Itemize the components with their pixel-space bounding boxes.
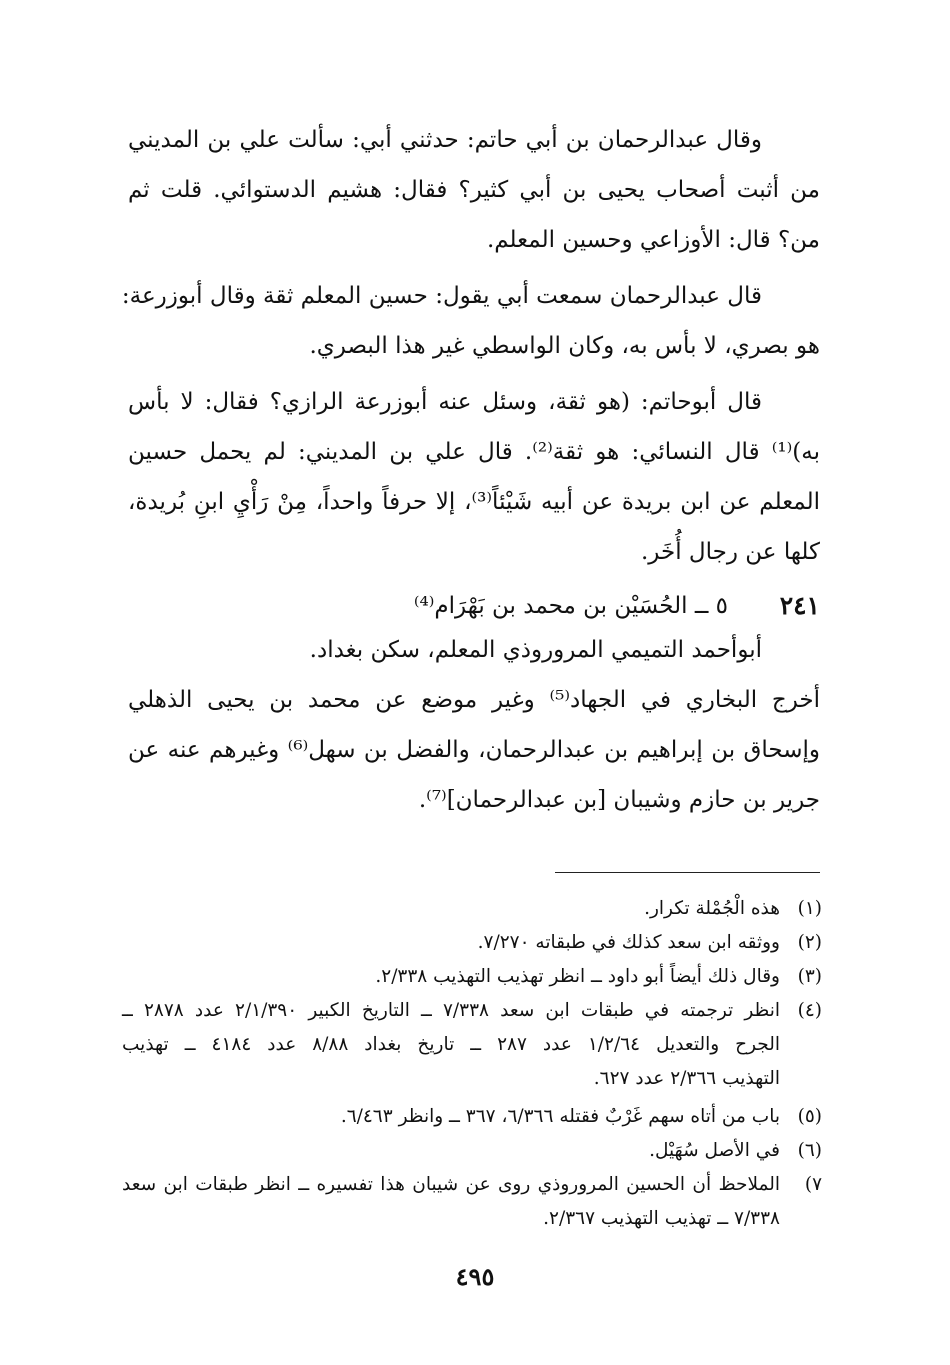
footnote-text: انظر ترجمته في طبقات ابن سعد ٧/٣٣٨ ــ التاريخ الكبير ٢/١/٣٩٠ عدد ٢٨٧٨ ــ (122, 1000, 781, 1021)
text-line: به)⁽¹⁾ قال النسائي: هو ثقة⁽²⁾. قال علي بن المديني: لم يحمل حسين (128, 439, 820, 465)
page-number: ٤٩٥ (455, 1262, 495, 1291)
text-line: هو بصري، لا بأس به، وكان الواسطي غير هذا البصري. (309, 333, 820, 359)
footnote-text: في الأصل سُهَيْل. (649, 1140, 780, 1161)
footnote-text: وقال ذلك أيضاً أبو داود ــ انظر تهذيب التهذيب ٢/٣٣٨. (375, 966, 780, 987)
text-line: قال عبدالرحمان سمعت أبي يقول: حسين المعلم ثقة وقال أبوزرعة: (121, 283, 762, 309)
footnote-text: التهذيب ٢/٣٦٦ عدد ٦٢٧. (593, 1068, 780, 1089)
footnote-number: (٤) (797, 1000, 822, 1021)
footnote-separator (555, 872, 820, 873)
entry-number: ٢٤١ (779, 591, 820, 620)
footnote-number: (٦) (797, 1140, 822, 1161)
text-line: جرير بن حازم وشيبان [بن عبدالرحمان]⁽⁷⁾. (418, 787, 820, 813)
text-line: المعلم عن ابن بريدة عن أبيه شَيْئاً⁽³⁾، إلا حرفاً واحداً، مِنْ رَأْيِ ابنِ بُريدة، (128, 489, 820, 515)
text-line: من أثبت أصحاب يحيى بن أبي كثير؟ فقال: هشيم الدستوائي. قلت ثم (128, 177, 820, 203)
footnote-number: ٧) (804, 1174, 822, 1195)
entry-heading: ٥ ــ الحُسَيْن بن محمد بن بَهْرَام⁽⁴⁾ (413, 593, 728, 619)
footnote-text: ٧/٣٣٨ ــ تهذيب التهذيب ٢/٣٦٧. (543, 1208, 780, 1229)
footnote-text: هذه الْجُمْلة تكرار. (644, 898, 780, 919)
footnote-number: (٢) (797, 932, 822, 953)
text-line: قال أبوحاتم: (هو ثقة، وسئل عنه أبوزرعة الرازي؟ فقال: لا بأس (128, 389, 762, 415)
footnote-text: الجرح والتعديل ١/٢/٦٤ عدد ٢٨٧ ــ تاريخ بغداد ٨/٨٨ عدد ٤١٨٤ ــ تهذيب (122, 1034, 781, 1055)
text-line: أخرج البخاري في الجهاد⁽⁵⁾ وغير موضع عن محمد بن يحيى الذهلي (128, 687, 820, 713)
footnote-4 (122, 995, 822, 1099)
text-line: أبوأحمد التميمي المروروذي المعلم، سكن بغداد. (309, 637, 762, 663)
footnote-text: الملاحظ أن الحسين المروروذي روى عن شيبان هذا تفسيره ــ انظر طبقات ابن سعد (122, 1174, 780, 1195)
footnote-text: ووثقه ابن سعد كذلك في طبقاته ٧/٢٧٠. (477, 932, 780, 953)
footnote-number: (٥) (797, 1106, 822, 1127)
text-line: من؟ قال: الأوزاعي وحسين المعلم. (486, 227, 820, 253)
footnote-number: (٣) (797, 966, 822, 987)
footnote-7 (122, 1169, 822, 1239)
text-line: كلها عن رجال أُخَر. (641, 539, 820, 565)
text-line: وإسحاق بن إبراهيم بن عبدالرحمان، والفضل بن سهل⁽⁶⁾ وغيرهم عنه عن (128, 737, 821, 763)
footnote-text: باب من أتاه سهم غَرْبٌ فقتله ٦/٣٦٦، ٣٦٧ ــ وانظر ٦/٤٦٣. (340, 1106, 780, 1127)
text-line: وقال عبدالرحمان بن أبي حاتم: حدثني أبي: سألت علي بن المديني (128, 127, 762, 153)
footnote-number: (١) (797, 898, 822, 919)
